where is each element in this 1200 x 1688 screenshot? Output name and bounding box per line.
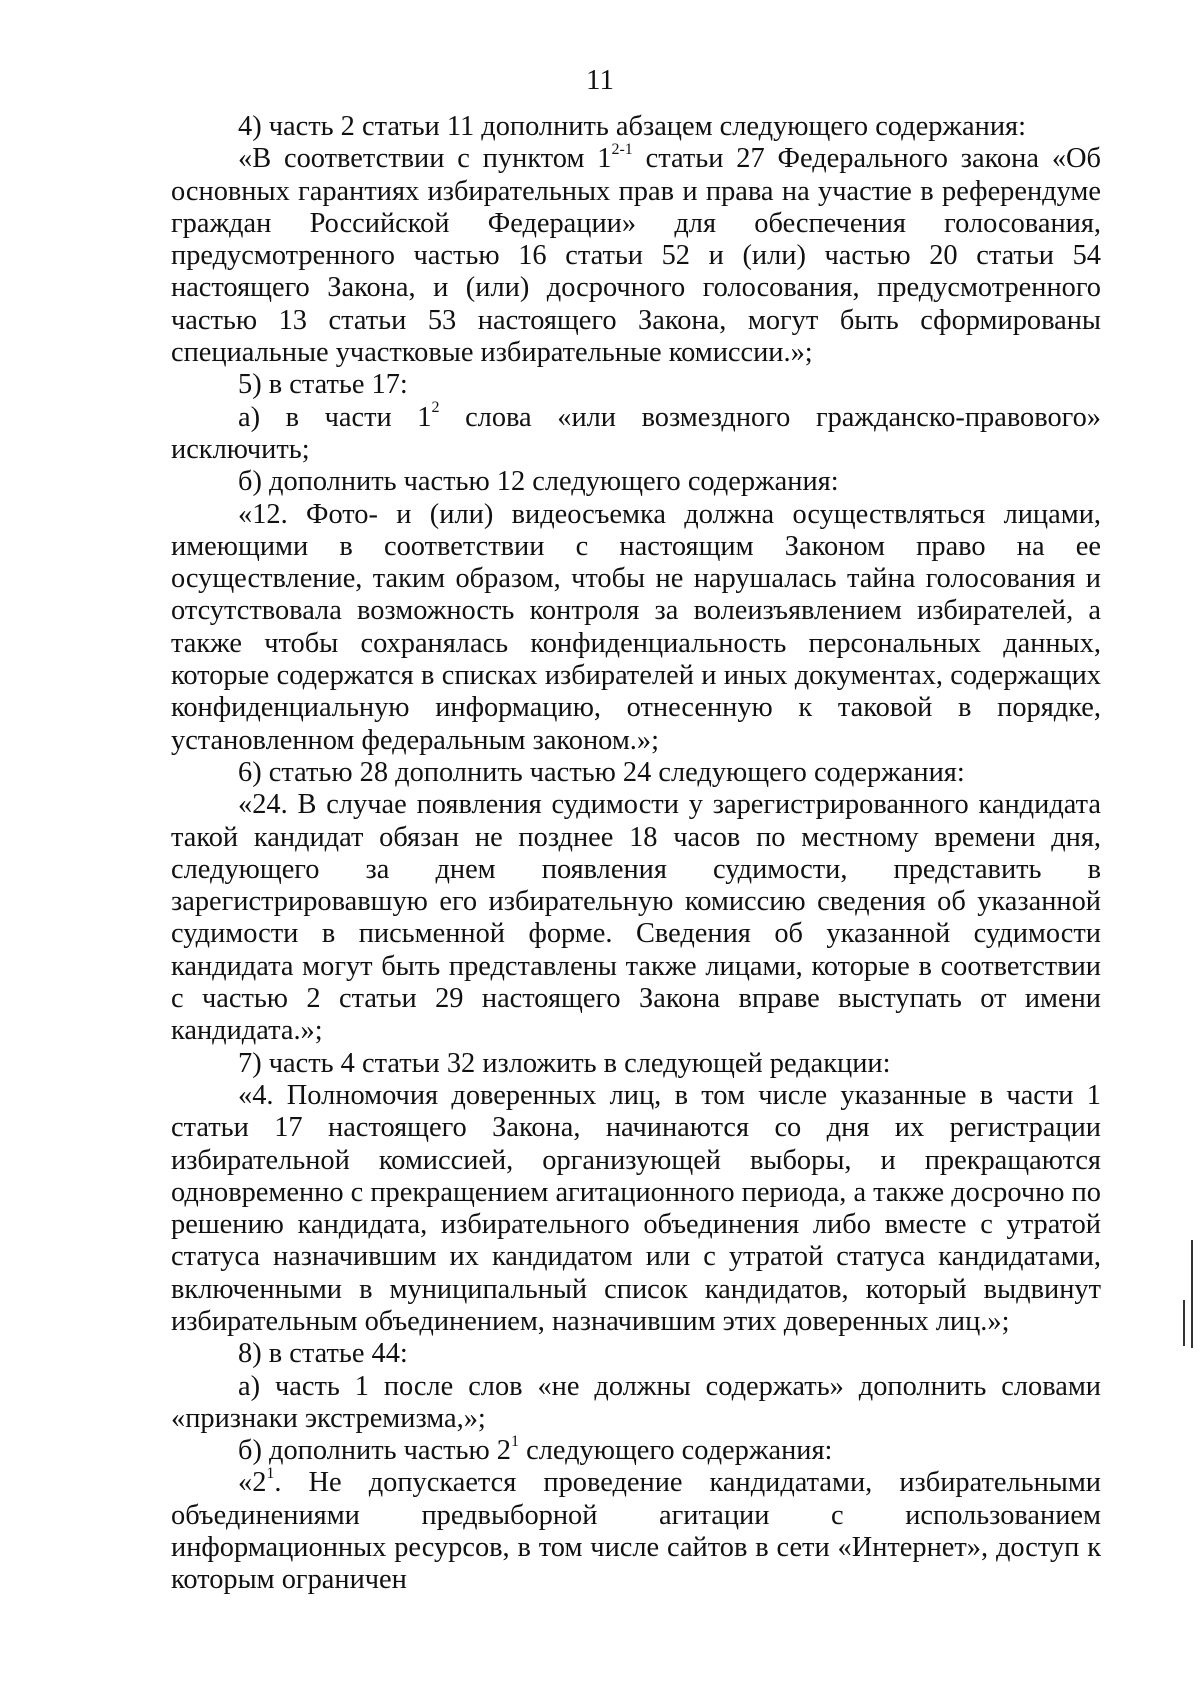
paragraph: а) часть 1 после слов «не должны содержать» дополнить словами «признаки экстремизма,»;: [171, 1370, 1101, 1434]
paragraph-text: следующего содержания:: [519, 1435, 833, 1467]
paragraph: 4) часть 2 статьи 11 дополнить абзацем следующего содержания:: [238, 111, 1026, 142]
paragraph: б) дополнить частью 12 следующего содержания:: [238, 466, 839, 498]
paragraph-text: б) дополнить частью 2: [238, 1435, 511, 1467]
paragraph-text: . Не допускается проведение кандидатами, избирательными объединениями предвыборной агитации с использованием информационных ресурсов, в том числе сайтов в сети «Интернет», доступ к которым ограничен: [171, 1467, 1101, 1596]
paragraph: [171, 1432, 1101, 1467]
paragraph-text: а) в части 1: [238, 401, 432, 433]
superscript: 1: [511, 1432, 519, 1450]
paragraph: [171, 1467, 1101, 1596]
paragraph: 6) статью 28 дополнить частью 24 следующего содержания:: [238, 756, 965, 788]
superscript: 1: [266, 1465, 275, 1482]
document-body: [171, 111, 1101, 1597]
paragraph: 8) в статье 44:: [238, 1338, 408, 1370]
paragraph: 7) часть 4 статьи 32 изложить в следующей редакции:: [238, 1047, 891, 1079]
paragraph: «4. Полномочия доверенных лиц, в том числе указанные в части 1 статьи 17 настоящего Закона, начинаются со дня их регистрации избирательной комиссией, организующей выборы, и прекращаются одновременно с прекращением агитационного периода, а также досрочно по решению кандидата, избирательного объединения либо вместе с утратой статуса назначившим их кандидатом или с утратой статуса кандидатами, включенными в муниципальный список кандидатов, который выдвинут избирательным объединением, назначившим этих доверенных лиц.»;: [171, 1079, 1101, 1337]
margin-mark: [1183, 1300, 1185, 1346]
margin-mark: [1191, 1240, 1193, 1348]
paragraph: «12. Фото- и (или) видеосъемка должна осуществляться лицами, имеющими в соответствии с настоящим Законом право на ее осуществление, таким образом, чтобы не нарушалась тайна голосования и отсутствовала возможность контроля за волеизъявлением избирателей, а также чтобы сохранялась конфиденциальность персональных данных, которые содержатся в списках избирателей и иных документах, содержащих конфиденциальную информацию, отнесенную к таковой в порядке, установленном федеральным законом.»;: [171, 498, 1101, 756]
paragraph-text: статьи 27 Федерального закона «Об основных гарантиях избирательных прав и права на участие в референдуме граждан Российской Федерации» для обеспечения голосования, предусмотренного частью 16 статьи 52 и (или) частью 20 статьи 54 настоящего Закона, и (или) досрочного голосования, предусмотренного частью 13 статьи 53 настоящего Закона, могут быть сформированы специальные участковые избирательные комиссии.»;: [171, 143, 1101, 369]
paragraph: [171, 399, 1101, 467]
paragraph-text: «В соответствии с пунктом 1: [238, 143, 612, 175]
superscript: 2-1: [611, 140, 633, 158]
superscript: 2: [431, 399, 440, 417]
paragraph: «24. В случае появления судимости у зарегистрированного кандидата такой кандидат обязан не позднее 18 часов по местному времени дня, следующего за днем появления судимости, представить в зарегистрировавшую его избирательную комиссию сведения об указанной судимости в письменной форме. Сведения об указанной судимости кандидата могут быть представлены также лицами, которые в соответствии с частью 2 статьи 29 настоящего Закона вправе выступать от имени кандидата.»;: [171, 789, 1101, 1047]
page-number: 11: [586, 64, 614, 96]
paragraph-text: слова «или возмездного гражданско-правового» исключить;: [171, 401, 1101, 465]
paragraph: [171, 140, 1101, 369]
paragraph-text: «2: [238, 1467, 267, 1499]
paragraph: 5) в статье 17:: [238, 369, 408, 401]
